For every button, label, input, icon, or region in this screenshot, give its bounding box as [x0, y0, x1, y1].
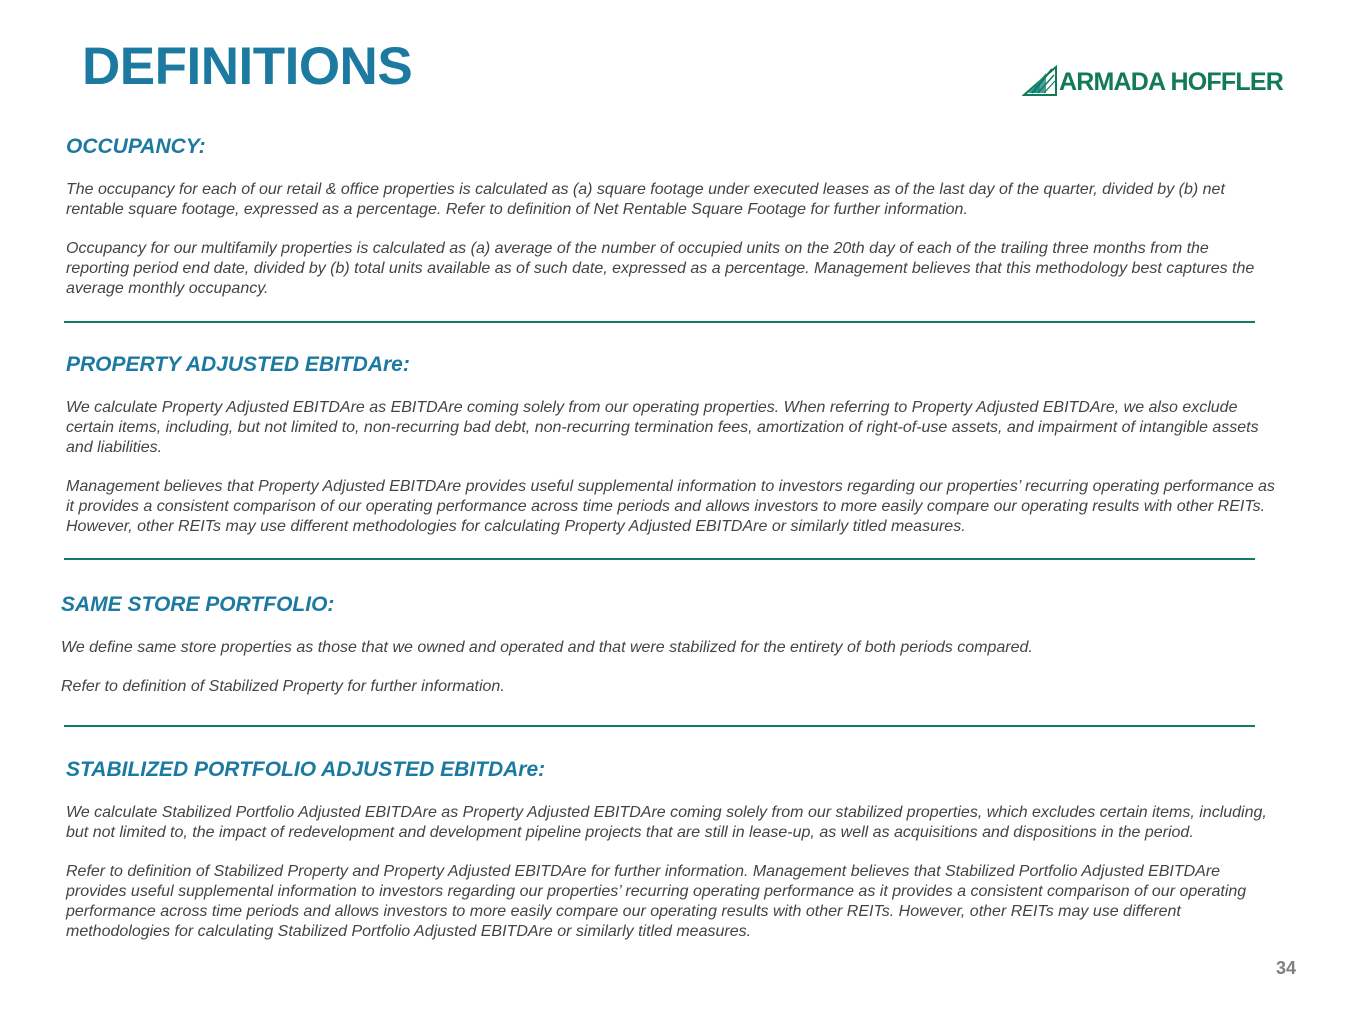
armada-hoffler-logo-mark-icon	[1022, 63, 1058, 97]
section-divider	[64, 725, 1255, 727]
section-heading: OCCUPANCY:	[66, 135, 206, 158]
section-heading: PROPERTY ADJUSTED EBITDAre:	[66, 353, 410, 376]
section-occupancy	[66, 134, 1276, 299]
section-heading: STABILIZED PORTFOLIO ADJUSTED EBITDAre:	[66, 758, 546, 781]
section-paragraph: Occupancy for our multifamily properties is calculated as (a) average of the number of occupied units on the 20th day of each of the trailing three months from the reporting period end date, divided by (b) total units available as of such date, expressed as a percentage. Management believes that this methodology best captures the average monthly occupancy.	[66, 240, 1255, 297]
section-stabilized-portfolio-adjusted-ebitdare	[66, 757, 1276, 942]
section-paragraph: The occupancy for each of our retail & office properties is calculated as (a) square footage under executed leases as of the last day of the quarter, divided by (b) net rentable square footage, expressed as a percentage. Refer to definition of Net Rentable Square Footage for further information.	[66, 181, 1225, 218]
section-same-store-portfolio	[61, 592, 1271, 697]
logo-text: ARMADA HOFFLER	[1059, 67, 1283, 96]
section-paragraph: Refer to definition of Stabilized Property and Property Adjusted EBITDAre for further information. Management believes that Stabilized Portfolio Adjusted EBITDAre provides useful supplemental information to investors regarding our properties’ recurring operating performance as it provides a consistent comparison of our operating performance across time periods and allows investors to more easily compare our operating results with other REITs. However, other REITs may use different methodologies for calculating Stabilized Portfolio Adjusted EBITDAre or similarly titled measures.	[66, 863, 1247, 940]
section-paragraph: We calculate Stabilized Portfolio Adjusted EBITDAre as Property Adjusted EBITDAre coming solely from our stabilized properties, which excludes certain items, including, but not limited to, the impact of redevelopment and development pipeline projects that are still in lease-up, as well as acquisitions and dispositions in the period.	[66, 804, 1267, 841]
section-paragraph: We calculate Property Adjusted EBITDAre as EBITDAre coming solely from our operating properties. When referring to Property Adjusted EBITDAre, we also exclude certain items, including, but not limited to, non-recurring bad debt, non-recurring termination fees, amortization of right-of-use assets, and impairment of intangible assets and liabilities.	[66, 399, 1259, 456]
section-divider	[64, 321, 1255, 323]
company-logo	[1022, 62, 1283, 98]
section-paragraph: Refer to definition of Stabilized Property for further information.	[61, 678, 505, 695]
section-paragraph: Management believes that Property Adjusted EBITDAre provides useful supplemental information to investors regarding our properties’ recurring operating performance as it provides a consistent comparison of our operating performance across time periods and allows investors to more easily compare our operating results with other REITs. However, other REITs may use different methodologies for calculating Property Adjusted EBITDAre or similarly titled measures.	[66, 478, 1275, 535]
page-number: 34	[1275, 958, 1296, 978]
section-heading: SAME STORE PORTFOLIO:	[61, 593, 335, 616]
page-title: DEFINITIONS	[82, 37, 413, 96]
section-property-adjusted-ebitdare	[66, 352, 1276, 537]
section-divider	[64, 558, 1255, 560]
section-paragraph: We define same store properties as those that we owned and operated and that were stabilized for the entirety of both periods compared.	[61, 639, 1033, 656]
